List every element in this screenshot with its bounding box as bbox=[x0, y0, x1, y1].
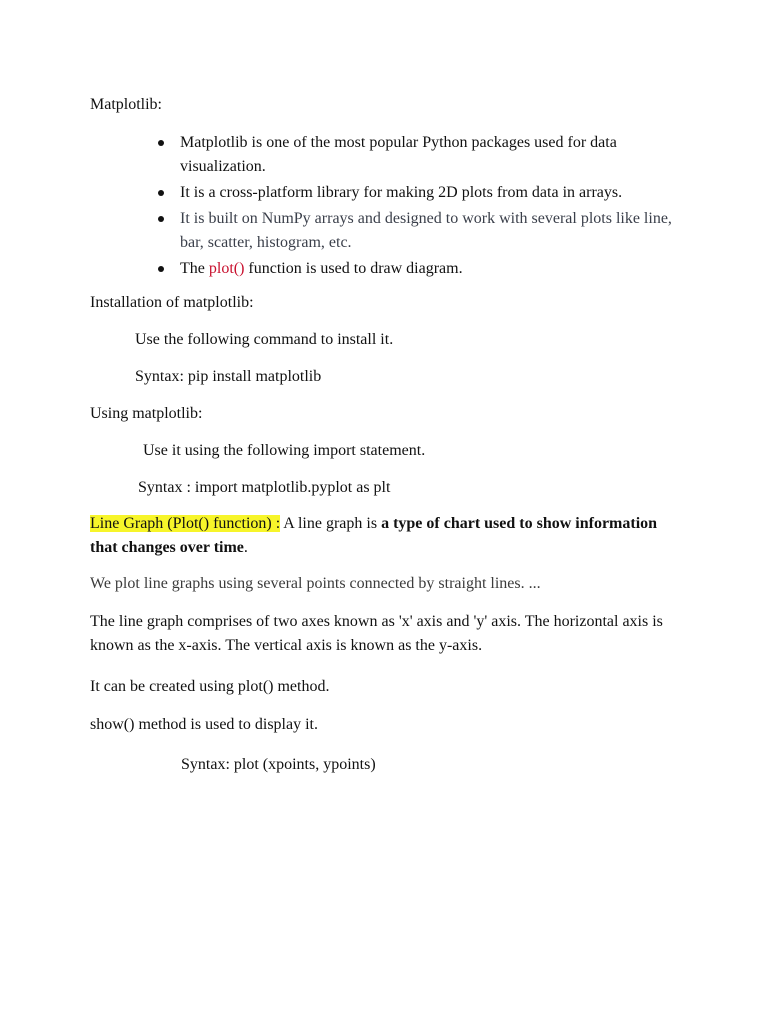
install-syntax: Syntax: pip install matplotlib bbox=[135, 368, 322, 385]
list-item bbox=[158, 131, 678, 179]
doc-title: Matplotlib: bbox=[90, 96, 162, 113]
bullet-text: It is a cross-platform library for making 2D plots from data in arrays. bbox=[180, 184, 623, 201]
bullet-icon bbox=[158, 266, 164, 272]
line-graph-bold: a type of chart used to show information that changes over time bbox=[90, 515, 658, 556]
line-graph-text: A line graph is bbox=[280, 515, 382, 532]
plot-syntax: Syntax: plot (xpoints, ypoints) bbox=[181, 756, 376, 773]
bullet-icon bbox=[158, 190, 164, 196]
para-show-method: show() method is used to display it. bbox=[90, 716, 318, 733]
bullet-text-post: function is used to draw diagram. bbox=[244, 260, 463, 277]
using-syntax: Syntax : import matplotlib.pyplot as plt bbox=[138, 479, 391, 496]
bullet-text-pre: The bbox=[180, 260, 209, 277]
bullet-text: Matplotlib is one of the most popular Python packages used for data visualization. bbox=[180, 134, 617, 175]
list-item bbox=[158, 257, 678, 281]
using-text: Use it using the following import statement. bbox=[143, 442, 426, 459]
plot-keyword: plot() bbox=[208, 260, 245, 277]
para-points: We plot line graphs using several points connected by straight lines. ... bbox=[90, 575, 541, 592]
line-graph-paragraph bbox=[90, 512, 680, 560]
line-graph-label: Line Graph (Plot() function) : bbox=[90, 515, 281, 532]
bullet-icon bbox=[158, 216, 164, 222]
using-heading: Using matplotlib: bbox=[90, 405, 203, 422]
bullet-icon bbox=[158, 140, 164, 146]
list-item bbox=[158, 181, 678, 205]
bullet-list bbox=[158, 131, 678, 281]
para-axes: The line graph comprises of two axes known as 'x' axis and 'y' axis. The horizontal axis is known as the x-axis. The vertical axis is known as the y-axis. bbox=[90, 613, 663, 654]
para-plot-method: It can be created using plot() method. bbox=[90, 678, 330, 695]
install-heading: Installation of matplotlib: bbox=[90, 294, 254, 311]
list-item bbox=[158, 207, 678, 255]
bullet-text: It is built on NumPy arrays and designed to work with several plots like line, bar, scatter, histogram, etc. bbox=[180, 210, 672, 251]
line-graph-end: . bbox=[243, 539, 248, 556]
install-text: Use the following command to install it. bbox=[135, 331, 394, 348]
